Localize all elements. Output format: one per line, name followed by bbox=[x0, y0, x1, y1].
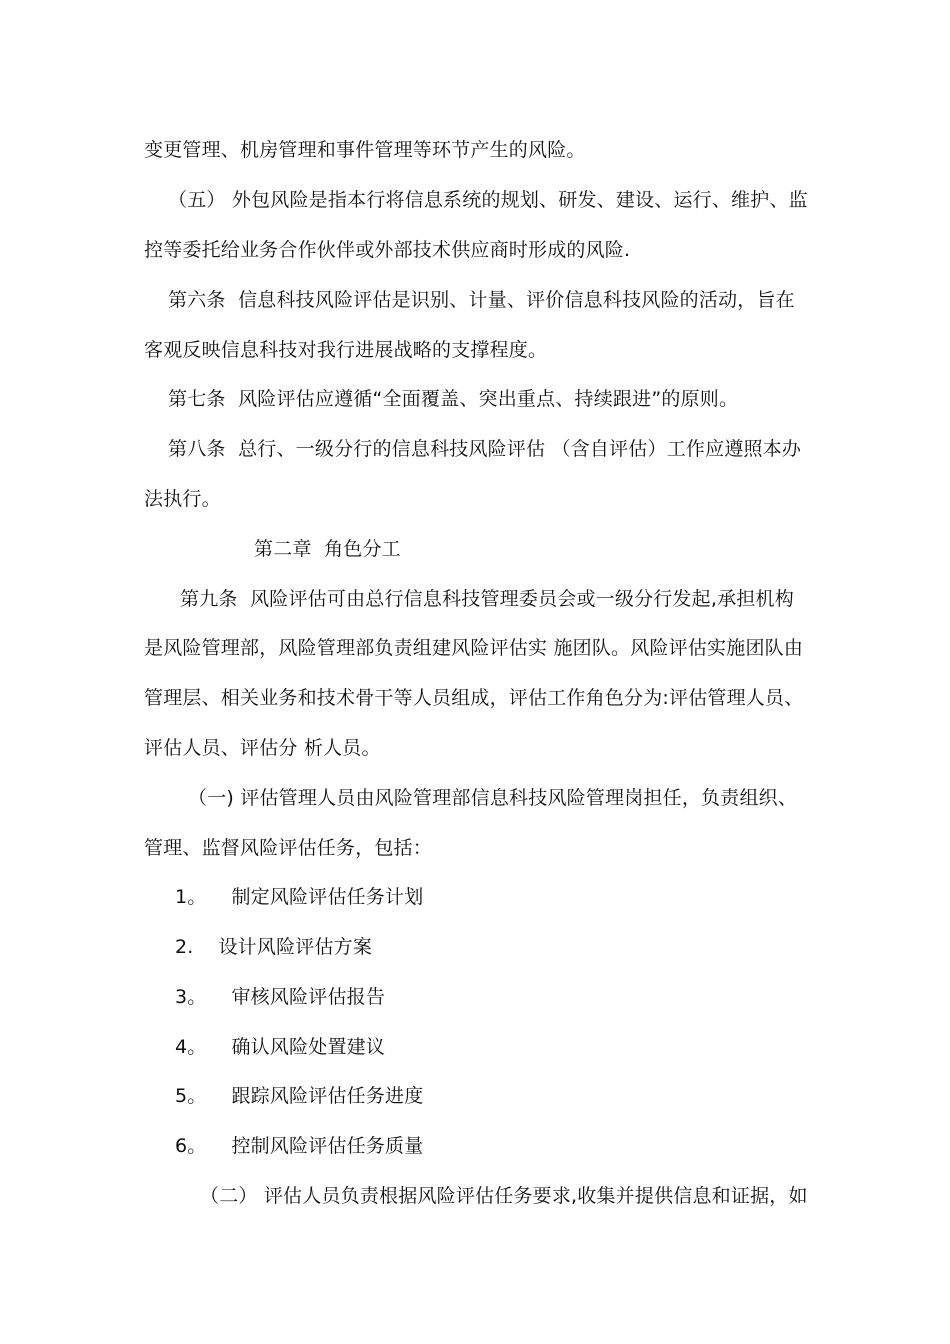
text-line: （五） 外包风险是指本行将信息系统的规划、研发、建设、运行、维护、监 bbox=[168, 189, 808, 211]
text-line: （二） 评估人员负责根据风险评估任务要求,收集并提供信息和证据，如 bbox=[200, 1185, 808, 1207]
list-item: 1。 制定风险评估任务计划 bbox=[175, 886, 424, 908]
list-item: 3。 审核风险评估报告 bbox=[175, 986, 386, 1008]
list-item: 2. 设计风险评估方案 bbox=[175, 936, 373, 958]
text-line: 法执行。 bbox=[144, 488, 221, 510]
text-line: （一) 评估管理人员由风险管理部信息科技风险管理岗担任，负责组织、 bbox=[188, 787, 798, 809]
chapter-heading: 第二章 角色分工 bbox=[254, 538, 401, 560]
text-line: 客观反映信息科技对我行进展战略的支撑程度。 bbox=[144, 339, 548, 361]
text-line: 评估人员、评估分 析人员。 bbox=[144, 737, 381, 759]
text-line: 控等委托给业务合作伙伴或外部技术供应商时形成的风险. bbox=[144, 239, 631, 261]
text-line: 是风险管理部，风险管理部负责组建风险评估实 施团队。风险评估实施团队由 bbox=[144, 637, 804, 659]
text-line: 第八条 总行、一级分行的信息科技风险评估 （含自评估）工作应遵照本办 bbox=[168, 438, 802, 460]
list-item: 4。 确认风险处置建议 bbox=[175, 1036, 386, 1058]
text-line: 第六条 信息科技风险评估是识别、计量、评价信息科技风险的活动，旨在 bbox=[168, 289, 795, 311]
text-line: 第九条 风险评估可由总行信息科技管理委员会或一级分行发起,承担机构 bbox=[180, 588, 794, 610]
list-item: 6。 控制风险评估任务质量 bbox=[175, 1135, 424, 1157]
text-line: 管理、监督风险评估任务，包括： bbox=[144, 837, 433, 859]
list-item: 5。 跟踪风险评估任务进度 bbox=[175, 1085, 424, 1107]
text-line: 管理层、相关业务和技术骨干等人员组成，评估工作角色分为:评估管理人员、 bbox=[144, 687, 804, 709]
text-line: 第七条 风险评估应遵循“全面覆盖、突出重点、持续跟进”的原则。 bbox=[168, 388, 739, 410]
text-line: 变更管理、机房管理和事件管理等环节产生的风险。 bbox=[144, 139, 586, 161]
